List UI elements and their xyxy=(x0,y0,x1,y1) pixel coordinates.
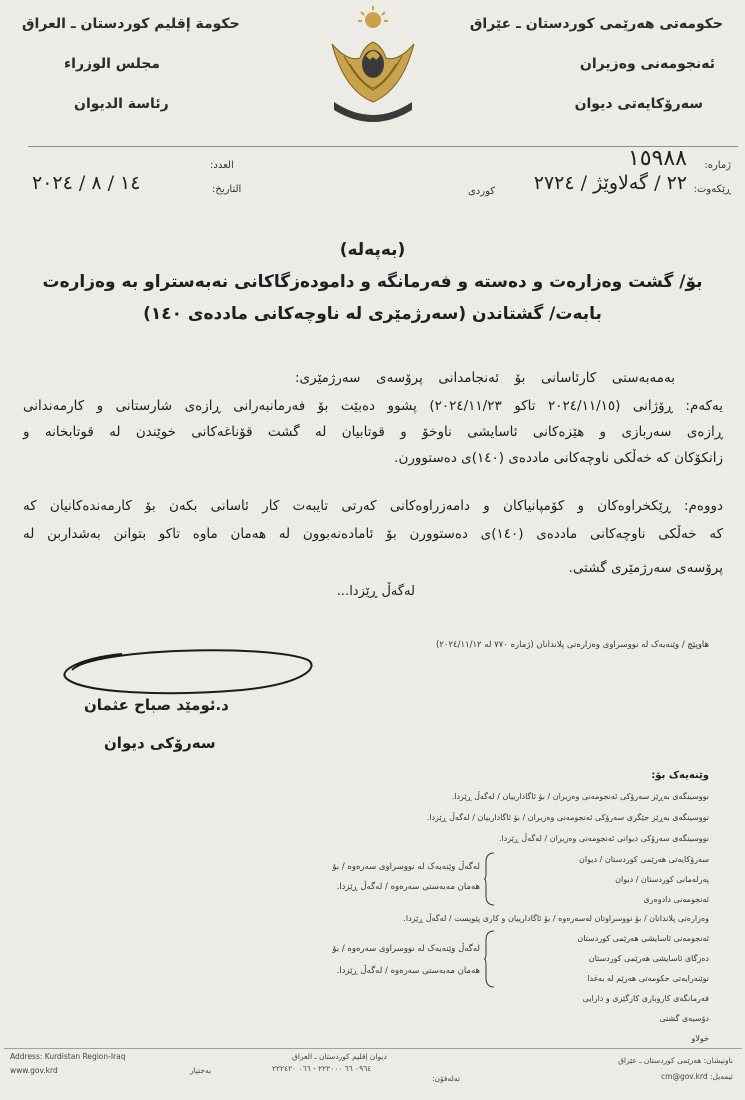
header-left-line-2: مجلس الوزراء xyxy=(64,56,161,72)
signature-mark xyxy=(52,640,324,700)
subject-line: بابەت/ گشتاندن (سەرژمێری لە ناوچەکانی ماددەی ١٤٠) xyxy=(143,304,602,324)
signatory-name: د.ئومێد صباح عثمان xyxy=(84,696,229,714)
body-line-3: ڕازەی سەربازی و هێزەکانی ئاسایشی ناوخۆ و قوتابیان لە گشت قۆناغەکانی خوێندن لە قوتابخانە و xyxy=(23,424,723,440)
copy-item: نووسینگەی بەڕێز سەرۆکی ئەنجومەنی وەزیران / بۆ ئاگادارییان / لەگەڵ ڕێزدا. xyxy=(451,792,709,801)
number-label: ژمارە: xyxy=(704,160,731,171)
header-right-line-3: سەرۆکایەتی دیوان xyxy=(574,96,703,112)
bracket-group-1 xyxy=(484,852,496,906)
date-kurdish-value: ٢٢ / گەلاوێژ / ٢٧٢٤ xyxy=(533,172,687,194)
copy-item: ئەنجومەنی دادوەری xyxy=(643,895,709,904)
header-left-line-3: رئاسة الديوان xyxy=(74,96,169,112)
number-value: ١٥٩٨٨ xyxy=(627,146,687,171)
addressee-line: بۆ/ گشت وەزارەت و دەستە و فەرمانگە و دامودەزگاکانی نەبەستراو بە وەزارەت xyxy=(42,272,703,292)
signatory-role: سەرۆکی دیوان xyxy=(104,734,216,752)
footer-phone-label: تەلەفۆن: xyxy=(432,1074,460,1083)
body-line-4: زانکۆکان کە خەڵکی ناوچەکانی ماددەی (١٤٠)ی دەستوورن. xyxy=(394,450,723,466)
body-line-7: پرۆسەی سەرژمێری گشتی. xyxy=(568,560,723,576)
copy-item: دۆسیەی گشتی xyxy=(659,1014,709,1023)
bracket-note-1-line-1: لەگەڵ وێنەیەک لە نووسراوی سەرەوە / بۆ xyxy=(332,862,480,872)
body-line-6: کە خەڵکی ناوچەکانی ماددەی (١٤٠)ی دەستوورن بۆ ئامادەنەبوون لە هەمان ماوە تاکو بتوانن بەشداربن لە xyxy=(23,526,723,542)
header-right-line-1: حکومەتی هەرێمی کوردستان ـ عێراق xyxy=(469,16,723,32)
footer-address-ku: ناونیشان: هەرێمی کوردستان ـ عێراق xyxy=(618,1056,733,1065)
copy-item: خولاو xyxy=(691,1034,709,1043)
kurdistan-emblem-icon xyxy=(314,6,432,126)
copy-item: ئەنجومەنی ئاسایشی هەرێمی کوردستان xyxy=(577,934,709,943)
footer-left-label: بەختیار xyxy=(190,1066,212,1075)
copy-item: دەزگای ئاسایشی هەرێمی کوردستان xyxy=(588,954,709,963)
header-left-line-1: حكومة إقليم كوردستان ـ العراق xyxy=(22,16,240,32)
bracket-note-1-line-2: هەمان مەبەستی سەرەوە / لەگەڵ ڕێزدا. xyxy=(336,882,480,892)
copy-item: فەرمانگەی کاروباری کارگێری و دارایی xyxy=(582,994,709,1003)
urgent-label: (بەپەلە) xyxy=(339,240,406,260)
footer-website: www.gov.krd xyxy=(10,1066,58,1075)
date-label-kurdish: ڕێکەوت: xyxy=(693,184,731,195)
footer-address-en: Address: Kurdistan Region-Iraq xyxy=(10,1052,126,1061)
closing-line: لەگەڵ ڕێزدا... xyxy=(336,584,415,599)
copy-item: پەرلەمانی کوردستان / دیوان xyxy=(615,875,709,884)
footer-divider xyxy=(4,1048,742,1049)
date-kurdish-suffix: کوردی xyxy=(467,186,495,197)
copy-item: نووسینگەی بەڕێز جێگری سەرۆکی ئەنجومەنی وەزیران / بۆ ئاگادارییان / لەگەڵ ڕێزدا. xyxy=(426,813,709,822)
body-line-2: یەکەم: ڕۆژانی (٢٠٢٤/١١/١٥ تاکو ٢٠٢٤/١١/٢٣) پشوو دەبێت بۆ فەرمانبەرانی ڕازەی شارستانی و کارمەندانی xyxy=(23,398,723,414)
footer-center-line-1: دیوان إقليم كوردستان ـ العراق xyxy=(292,1052,387,1061)
date-gregorian-value: ١٤ / ٨ / ٢٠٢٤ xyxy=(32,172,141,194)
footer-phone: ٠٩٦٤ ٦٦ ٢٢٢٠٠٠ - ٠٦٦ ٢٢٢٤٢٠ xyxy=(272,1064,372,1073)
date-label-arabic: التاريخ: xyxy=(212,184,242,195)
header-right-line-2: ئەنجومەنی وەزیران xyxy=(579,56,715,72)
copy-item: وەزارەتی پلاندانان / بۆ نووسراوتان لەسەرەوە / بۆ ئاگادارییان و کاری پێویست / لەگەڵ ڕێزدا. xyxy=(403,914,709,923)
body-line-5: دووەم: ڕێکخراوەکان و کۆمپانیاکان و دامەزراوەکانی کەرتی تایبەت کار ئاسانی بکەن بۆ کارمەندەکانیان کە xyxy=(23,498,723,514)
copy-item: نووسینگەی سەرۆکی دیوانی ئەنجومەنی وەزیران / لەگەڵ ڕێزدا. xyxy=(498,834,709,843)
number-label-arabic: العدد: xyxy=(210,160,234,171)
attachment-reference: هاوپێچ / وێنەیەک لە نووسراوی وەزارەتی پلاندانان (ژمارە ٧٧٠ لە ٢٠٢٤/١١/١٢) xyxy=(436,640,709,650)
copies-heading: وێنەیەک بۆ: xyxy=(651,770,709,781)
body-line-1: بەمەبەستی کارئاسانی بۆ ئەنجامدانی پرۆسەی سەرژمێری: xyxy=(295,370,675,386)
copy-item: سەرۆکایەتی هەرێمی کوردستان / دیوان xyxy=(579,855,709,864)
footer-email: ئیمەیل: cm@gov.krd xyxy=(661,1072,733,1081)
copy-item: نوێنەرایەتی حکومەتی هەرێم لە بەغدا xyxy=(587,974,709,983)
bracket-note-2-line-2: هەمان مەبەستی سەرەوە / لەگەڵ ڕێزدا. xyxy=(336,966,480,976)
bracket-note-2-line-1: لەگەڵ وێنەیەک لە نووسراوی سەرەوە / بۆ xyxy=(332,944,480,954)
bracket-group-2 xyxy=(484,930,496,988)
